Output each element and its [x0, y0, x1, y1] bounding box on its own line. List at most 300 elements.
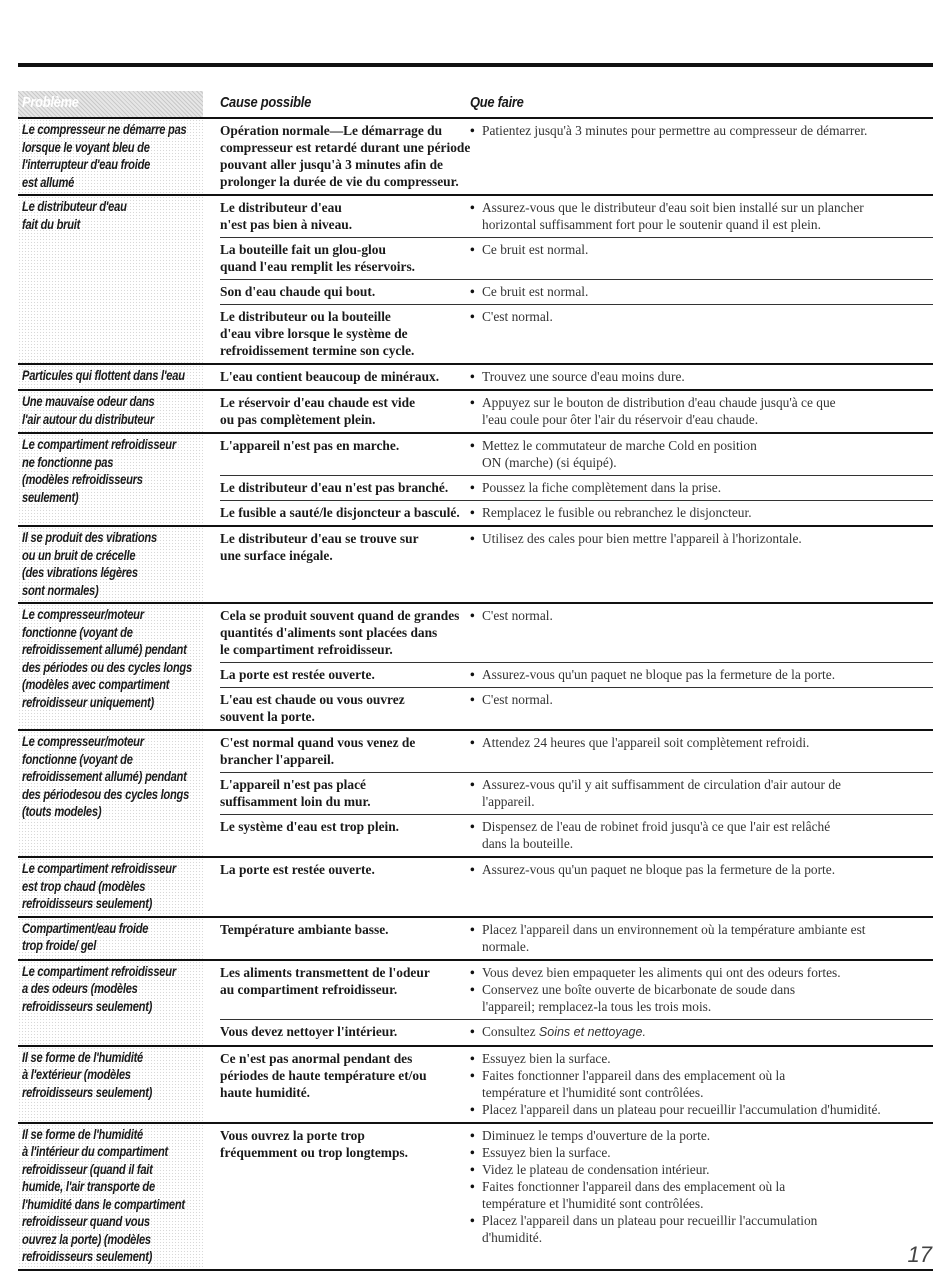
- remedy-item: [470, 1161, 933, 1178]
- cause-row: [220, 365, 933, 389]
- remedy-line: Placez l'appareil dans un environnement où la température ambiante est: [482, 921, 866, 937]
- remedy-line: Dispensez de l'eau de robinet froid jusqu'à ce que l'air est relâché: [482, 819, 831, 834]
- cause-rows: [220, 858, 933, 916]
- remedy-line: dans la bouteille.: [482, 836, 574, 851]
- remedy-text: [482, 122, 933, 139]
- problem-text: refroidisseur uniquement): [22, 694, 154, 710]
- remedy-item: [470, 666, 933, 683]
- cause-row: [220, 814, 933, 856]
- cause-text: périodes de haute température et/ou: [220, 1067, 427, 1083]
- remedy-item: [470, 283, 933, 300]
- problem-text: (des vibrations légères: [22, 565, 138, 580]
- bullet-icon: •: [470, 480, 475, 495]
- remedy-line: température et l'humidité sont contrôlées.: [482, 1084, 704, 1100]
- bullet-icon: •: [470, 819, 475, 834]
- cause-row: [220, 279, 933, 304]
- remedy-item: [470, 818, 933, 852]
- remedy-line: C'est normal.: [482, 692, 553, 707]
- remedy-text: [482, 1101, 933, 1118]
- cause-row: [220, 604, 933, 662]
- top-rule: [18, 63, 933, 67]
- remedy-line: Attendez 24 heures que l'appareil soit complètement refroidi.: [482, 735, 810, 750]
- remedy-line: Essuyez bien la surface.: [482, 1050, 611, 1066]
- bullet-icon: •: [470, 921, 475, 937]
- problem-text: Il se forme de l'humidité: [22, 1126, 144, 1142]
- remedy-cell: [470, 691, 933, 725]
- problem-group: [18, 858, 933, 918]
- cause-text: souvent la porte.: [220, 709, 315, 724]
- remedy-item: [470, 241, 933, 258]
- cause-text: compresseur est retardé durant une période: [220, 140, 471, 155]
- problem-text: des périodes ou des cycles longs: [22, 659, 192, 675]
- remedy-text: [482, 454, 933, 471]
- remedy-line: Vous devez bien empaqueter les aliments qui ont des odeurs fortes.: [482, 964, 841, 980]
- cause-row: [220, 772, 933, 814]
- problem-text: lorsque le voyant bleu de: [22, 139, 150, 155]
- cause-text: pouvant aller jusqu'à 3 minutes afin de: [220, 157, 443, 172]
- remedy-cell: [470, 504, 933, 521]
- cause-text: La bouteille fait un glou-glou: [220, 242, 386, 257]
- cause-text: La porte est restée ouverte.: [220, 862, 375, 877]
- remedy-cell: [470, 122, 933, 190]
- remedy-line: Assurez-vous qu'un paquet ne bloque pas la fermeture de la porte.: [482, 862, 836, 877]
- remedy-line: l'appareil.: [482, 794, 535, 809]
- cause-text: n'est pas bien à niveau.: [220, 217, 353, 232]
- bullet-icon: •: [470, 777, 475, 792]
- remedy-cell: [470, 308, 933, 359]
- problem-text: (modèles refroidisseurs: [22, 472, 143, 487]
- remedy-cell: [470, 818, 933, 852]
- cause-cell: [220, 1050, 470, 1118]
- problem-group: [18, 434, 933, 527]
- problem-text: fait du bruit: [22, 216, 81, 232]
- cause-text: Le distributeur d'eau n'est pas branché.: [220, 480, 449, 495]
- cause-text: haute humidité.: [220, 1084, 311, 1100]
- cause-cell: [220, 308, 470, 359]
- cause-text: L'appareil n'est pas placé: [220, 777, 366, 792]
- problem-text: refroidissement allumé) pendant: [22, 769, 187, 784]
- bullet-icon: •: [470, 692, 475, 707]
- table-body: [18, 119, 933, 1271]
- remedy-line: Poussez la fiche complètement dans la prise.: [482, 480, 722, 495]
- remedy-text: [482, 793, 933, 810]
- problem-text: refroidisseurs seulement): [22, 1249, 153, 1264]
- remedy-item: [470, 479, 933, 496]
- remedy-item: [470, 368, 933, 385]
- remedy-line: Utilisez des cales pour bien mettre l'appareil à l'horizontale.: [482, 531, 802, 546]
- cause-text: ou pas complètement plein.: [220, 412, 376, 427]
- cause-text: Le réservoir d'eau chaude est vide: [220, 395, 416, 410]
- remedy-cell: [470, 734, 933, 768]
- remedy-line: Essuyez bien la surface.: [482, 1144, 611, 1160]
- problem-group: [18, 1047, 933, 1124]
- remedy-text: [482, 437, 933, 454]
- problem-cell: [18, 731, 203, 856]
- remedy-text: [482, 921, 933, 938]
- problem-text: l'interrupteur d'eau froide: [22, 157, 151, 172]
- cause-cell: [220, 776, 470, 810]
- cause-cell: [220, 394, 470, 428]
- remedy-text: [482, 394, 933, 411]
- problem-text: Le distributeur d'eau: [22, 199, 127, 214]
- bullet-icon: •: [470, 242, 475, 257]
- cause-text: Vous devez nettoyer l'intérieur.: [220, 1023, 398, 1039]
- cause-cell: [220, 199, 470, 233]
- header-cause: Cause possible: [220, 94, 312, 111]
- remedy-item: [470, 776, 933, 810]
- remedy-line: Mettez le commutateur de marche Cold en position: [482, 438, 757, 453]
- problem-text: refroidissement allumé) pendant: [22, 642, 187, 657]
- problem-cell: [18, 1124, 203, 1269]
- bullet-icon: •: [470, 1101, 475, 1117]
- problem-text: Particules qui flottent dans l'eau: [22, 368, 185, 383]
- cause-text: Le distributeur d'eau se trouve sur: [220, 531, 419, 546]
- problem-text: l'humidité dans le compartiment: [22, 1196, 185, 1212]
- remedy-cell: [470, 394, 933, 428]
- remedy-cell: [470, 241, 933, 275]
- remedy-line: Ce bruit est normal.: [482, 284, 589, 299]
- problem-group: [18, 119, 933, 196]
- problem-text: à l'intérieur du compartiment: [22, 1144, 169, 1159]
- cause-row: [220, 434, 933, 475]
- remedy-line: Assurez-vous qu'il y ait suffisamment de circulation d'air autour de: [482, 777, 841, 792]
- problem-text: Une mauvaise odeur dans: [22, 394, 155, 409]
- page-number: 17: [907, 1242, 932, 1267]
- problem-text: Le compartiment refroidisseur: [22, 861, 176, 876]
- remedy-line: Conservez une boîte ouverte de bicarbonate de soude dans: [482, 981, 796, 997]
- cause-text: fréquemment ou trop longtemps.: [220, 1144, 408, 1160]
- cause-cell: [220, 607, 470, 658]
- remedy-item: [470, 691, 933, 708]
- remedy-item: [470, 308, 933, 325]
- remedy-line: Faites fonctionner l'appareil dans des emplacement où la: [482, 1178, 786, 1194]
- remedy-item: [470, 734, 933, 751]
- bullet-icon: •: [470, 1050, 475, 1066]
- cause-cell: [220, 530, 470, 564]
- cause-row: [220, 662, 933, 687]
- problem-text: l'air autour du distributeur: [22, 411, 155, 427]
- problem-text: trop froide/ gel: [22, 938, 97, 953]
- cause-row: [220, 1124, 933, 1250]
- remedy-text: [482, 308, 933, 325]
- problem-text: Compartiment/eau froide: [22, 920, 149, 936]
- cause-row: [220, 527, 933, 568]
- remedy-line: C'est normal.: [482, 608, 553, 623]
- cause-rows: [220, 604, 933, 729]
- cause-rows: [220, 527, 933, 602]
- cause-cell: [220, 504, 470, 521]
- bullet-icon: •: [470, 395, 475, 410]
- problem-text: Le compresseur/moteur: [22, 607, 144, 622]
- remedy-item: [470, 861, 933, 878]
- cause-text: prolonger la durée de vie du compresseur.: [220, 174, 459, 189]
- cause-rows: [220, 918, 933, 959]
- cause-cell: [220, 666, 470, 683]
- bullet-icon: •: [470, 1127, 475, 1143]
- problem-text: ne fonctionne pas: [22, 454, 114, 470]
- remedy-text: [482, 1127, 933, 1144]
- problem-group: [18, 604, 933, 731]
- problem-text: des périodesou des cycles longs: [22, 786, 190, 802]
- problem-cell: [18, 527, 203, 602]
- cause-cell: [220, 283, 470, 300]
- remedy-item: [470, 1144, 933, 1161]
- problem-text: ou un bruit de crécelle: [22, 547, 136, 563]
- problem-text: Le compresseur/moteur: [22, 734, 144, 749]
- remedy-cell: [470, 479, 933, 496]
- remedy-text: [482, 530, 933, 547]
- bullet-icon: •: [470, 862, 475, 877]
- remedy-text: [482, 981, 933, 998]
- cause-text: Opération normale—Le démarrage du: [220, 123, 443, 138]
- cause-row: [220, 1019, 933, 1045]
- remedy-item: [470, 122, 933, 139]
- remedy-line: température et l'humidité sont contrôlées.: [482, 1195, 704, 1211]
- cause-text: brancher l'appareil.: [220, 752, 335, 767]
- remedy-line: Placez l'appareil dans un plateau pour recueillir l'accumulation: [482, 1212, 818, 1228]
- cause-text: quand l'eau remplit les réservoirs.: [220, 259, 416, 274]
- problem-text: refroidisseurs seulement): [22, 1084, 153, 1100]
- remedy-line: Consultez: [482, 1023, 539, 1039]
- cause-cell: [220, 241, 470, 275]
- remedy-text: [482, 1144, 933, 1161]
- cause-rows: [220, 365, 933, 389]
- remedy-cell: [470, 437, 933, 471]
- bullet-icon: •: [470, 667, 475, 682]
- problem-text: Le compartiment refroidisseur: [22, 963, 176, 979]
- problem-group: [18, 918, 933, 961]
- cause-text: Ce n'est pas anormal pendant des: [220, 1050, 413, 1066]
- problem-cell: [18, 365, 203, 389]
- remedy-text: [482, 1084, 933, 1101]
- remedy-item: [470, 530, 933, 547]
- cause-text: Vous ouvrez la porte trop: [220, 1127, 365, 1143]
- remedy-line: l'eau coule pour ôter l'air du réservoir d'eau chaude.: [482, 412, 759, 427]
- remedy-item: [470, 1067, 933, 1101]
- bullet-icon: •: [470, 981, 475, 997]
- problem-group: [18, 1124, 933, 1271]
- remedy-item: [470, 1127, 933, 1144]
- remedy-text: [482, 368, 933, 385]
- remedy-item: [470, 1101, 933, 1118]
- problem-cell: [18, 434, 203, 525]
- remedy-text: [482, 1050, 933, 1067]
- cause-row: [220, 237, 933, 279]
- remedy-text: [482, 607, 933, 624]
- problem-text: Il se produit des vibrations: [22, 530, 157, 545]
- remedy-cell: [470, 607, 933, 658]
- problem-text: fonctionne (voyant de: [22, 751, 133, 767]
- bullet-icon: •: [470, 200, 475, 215]
- cause-rows: [220, 1047, 933, 1122]
- bullet-icon: •: [470, 735, 475, 750]
- cause-rows: [220, 731, 933, 856]
- remedy-line: Appuyez sur le bouton de distribution d'eau chaude jusqu'à ce que: [482, 395, 836, 410]
- remedy-text: [482, 776, 933, 793]
- header-problem: Problème: [22, 94, 79, 111]
- cause-text: L'eau contient beaucoup de minéraux.: [220, 369, 440, 384]
- remedy-cell: [470, 1050, 933, 1118]
- problem-cell: [18, 858, 203, 916]
- cause-text: d'eau vibre lorsque le système de: [220, 326, 408, 341]
- cause-text: C'est normal quand vous venez de: [220, 735, 416, 750]
- cause-text: quantités d'aliments sont placées dans: [220, 625, 438, 640]
- remedy-text: [482, 818, 933, 835]
- remedy-line: Videz le plateau de condensation intérieur.: [482, 1161, 710, 1177]
- problem-text: humide, l'air transporte de: [22, 1179, 155, 1194]
- cause-text: Température ambiante basse.: [220, 921, 389, 937]
- remedy-text: [482, 1067, 933, 1084]
- bullet-icon: •: [470, 369, 475, 384]
- cause-cell: [220, 1023, 470, 1041]
- bullet-icon: •: [470, 1067, 475, 1083]
- cause-rows: [220, 391, 933, 432]
- troubleshooting-table: [18, 91, 933, 1271]
- remedy-line: C'est normal.: [482, 309, 553, 324]
- problem-text: Le compartiment refroidisseur: [22, 437, 176, 452]
- remedy-item: [470, 437, 933, 471]
- problem-text: Le compresseur ne démarre pas: [22, 122, 187, 137]
- remedy-item: [470, 394, 933, 428]
- cause-row: [220, 731, 933, 772]
- cause-text: L'eau est chaude ou vous ouvrez: [220, 692, 405, 707]
- problem-text: Il se forme de l'humidité: [22, 1049, 144, 1065]
- remedy-text: [482, 666, 933, 683]
- remedy-line: Ce bruit est normal.: [482, 242, 589, 257]
- bullet-icon: •: [470, 123, 475, 138]
- remedy-item: [470, 921, 933, 955]
- remedy-line: Placez l'appareil dans un plateau pour recueillir l'accumulation d'humidité.: [482, 1101, 881, 1117]
- remedy-line: Remplacez le fusible ou rebranchez le disjoncteur.: [482, 505, 752, 520]
- remedy-item: [470, 1212, 933, 1246]
- remedy-cell: [470, 283, 933, 300]
- cause-text: La porte est restée ouverte.: [220, 667, 375, 682]
- problem-cell: [18, 391, 203, 432]
- remedy-item: [470, 1050, 933, 1067]
- remedy-item: [470, 199, 933, 233]
- remedy-text: [482, 1229, 933, 1246]
- problem-text: ouvrez la porte) (modèles: [22, 1231, 151, 1247]
- problem-cell: [18, 196, 203, 363]
- cause-cell: [220, 964, 470, 1015]
- remedy-item: [470, 1178, 933, 1212]
- bullet-icon: •: [470, 438, 475, 453]
- remedy-line: normale.: [482, 938, 530, 954]
- problem-text: refroidisseur quand vous: [22, 1214, 150, 1229]
- bullet-icon: •: [470, 608, 475, 623]
- cause-text: Le distributeur d'eau: [220, 200, 342, 215]
- remedy-text: [482, 998, 933, 1015]
- cause-cell: [220, 368, 470, 385]
- remedy-text: [482, 1212, 933, 1229]
- table-header: [18, 91, 933, 119]
- cause-row: [220, 391, 933, 432]
- cause-text: une surface inégale.: [220, 548, 333, 563]
- bullet-icon: •: [470, 1212, 475, 1228]
- remedy-text: [482, 199, 933, 216]
- problem-text: sont normales): [22, 582, 99, 598]
- remedy-text: [482, 1023, 933, 1041]
- cause-cell: [220, 122, 470, 190]
- remedy-text: [482, 216, 933, 233]
- cause-cell: [220, 818, 470, 852]
- remedy-line: Patientez jusqu'à 3 minutes pour permettre au compresseur de démarrer.: [482, 123, 868, 138]
- problem-cell: [18, 918, 203, 959]
- cause-rows: [220, 961, 933, 1045]
- remedy-text: [482, 938, 933, 955]
- remedy-text: [482, 734, 933, 751]
- cause-text: le compartiment refroidisseur.: [220, 642, 393, 657]
- remedy-line: Faites fonctionner l'appareil dans des emplacement où la: [482, 1067, 786, 1083]
- problem-text: fonctionne (voyant de: [22, 624, 133, 640]
- remedy-item: [470, 607, 933, 624]
- remedy-text: [482, 1195, 933, 1212]
- section-reference-link: Soins et nettoyage.: [538, 1024, 646, 1039]
- remedy-text: [482, 504, 933, 521]
- cause-text: Le fusible a sauté/le disjoncteur a basculé.: [220, 505, 460, 520]
- cause-row: [220, 1047, 933, 1122]
- remedy-line: Diminuez le temps d'ouverture de la porte.: [482, 1127, 711, 1143]
- problem-text: seulement): [22, 489, 79, 505]
- cause-text: Les aliments transmettent de l'odeur: [220, 964, 430, 980]
- cause-text: Son d'eau chaude qui bout.: [220, 284, 376, 299]
- problem-group: [18, 527, 933, 604]
- remedy-text: [482, 1178, 933, 1195]
- remedy-cell: [470, 666, 933, 683]
- problem-cell: [18, 119, 203, 194]
- cause-row: [220, 858, 933, 882]
- problem-text: refroidisseurs seulement): [22, 998, 153, 1014]
- problem-cell: [18, 1047, 203, 1122]
- cause-row: [220, 500, 933, 525]
- remedy-text: [482, 861, 933, 878]
- problem-group: [18, 731, 933, 858]
- problem-text: (touts modeles): [22, 804, 102, 819]
- remedy-cell: [470, 1127, 933, 1246]
- problem-text: (modèles avec compartiment: [22, 677, 170, 692]
- remedy-cell: [470, 199, 933, 233]
- cause-rows: [220, 434, 933, 525]
- cause-text: Le distributeur ou la bouteille: [220, 309, 391, 324]
- remedy-cell: [470, 368, 933, 385]
- problem-text: a des odeurs (modèles: [22, 981, 138, 996]
- remedy-item: [470, 964, 933, 981]
- problem-text: est allumé: [22, 174, 75, 190]
- cause-text: Cela se produit souvent quand de grandes: [220, 608, 460, 623]
- remedy-line: d'humidité.: [482, 1229, 543, 1245]
- cause-text: Le système d'eau est trop plein.: [220, 819, 400, 834]
- remedy-text: [482, 241, 933, 258]
- cause-text: au compartiment refroidisseur.: [220, 981, 398, 997]
- problem-text: refroidisseur (quand il fait: [22, 1161, 153, 1177]
- bullet-icon: •: [470, 1161, 475, 1177]
- cause-row: [220, 687, 933, 729]
- remedy-text: [482, 479, 933, 496]
- remedy-line: l'appareil; remplacez-la tous les trois mois.: [482, 998, 712, 1014]
- bullet-icon: •: [470, 964, 475, 980]
- cause-text: L'appareil n'est pas en marche.: [220, 438, 400, 453]
- cause-cell: [220, 861, 470, 878]
- remedy-item: [470, 504, 933, 521]
- remedy-cell: [470, 530, 933, 564]
- remedy-cell: [470, 1023, 933, 1041]
- remedy-line: ON (marche) (si équipé).: [482, 455, 617, 470]
- cause-row: [220, 304, 933, 363]
- bullet-icon: •: [470, 1144, 475, 1160]
- bullet-icon: •: [470, 505, 475, 520]
- cause-cell: [220, 1127, 470, 1246]
- problem-text: refroidisseurs seulement): [22, 896, 153, 911]
